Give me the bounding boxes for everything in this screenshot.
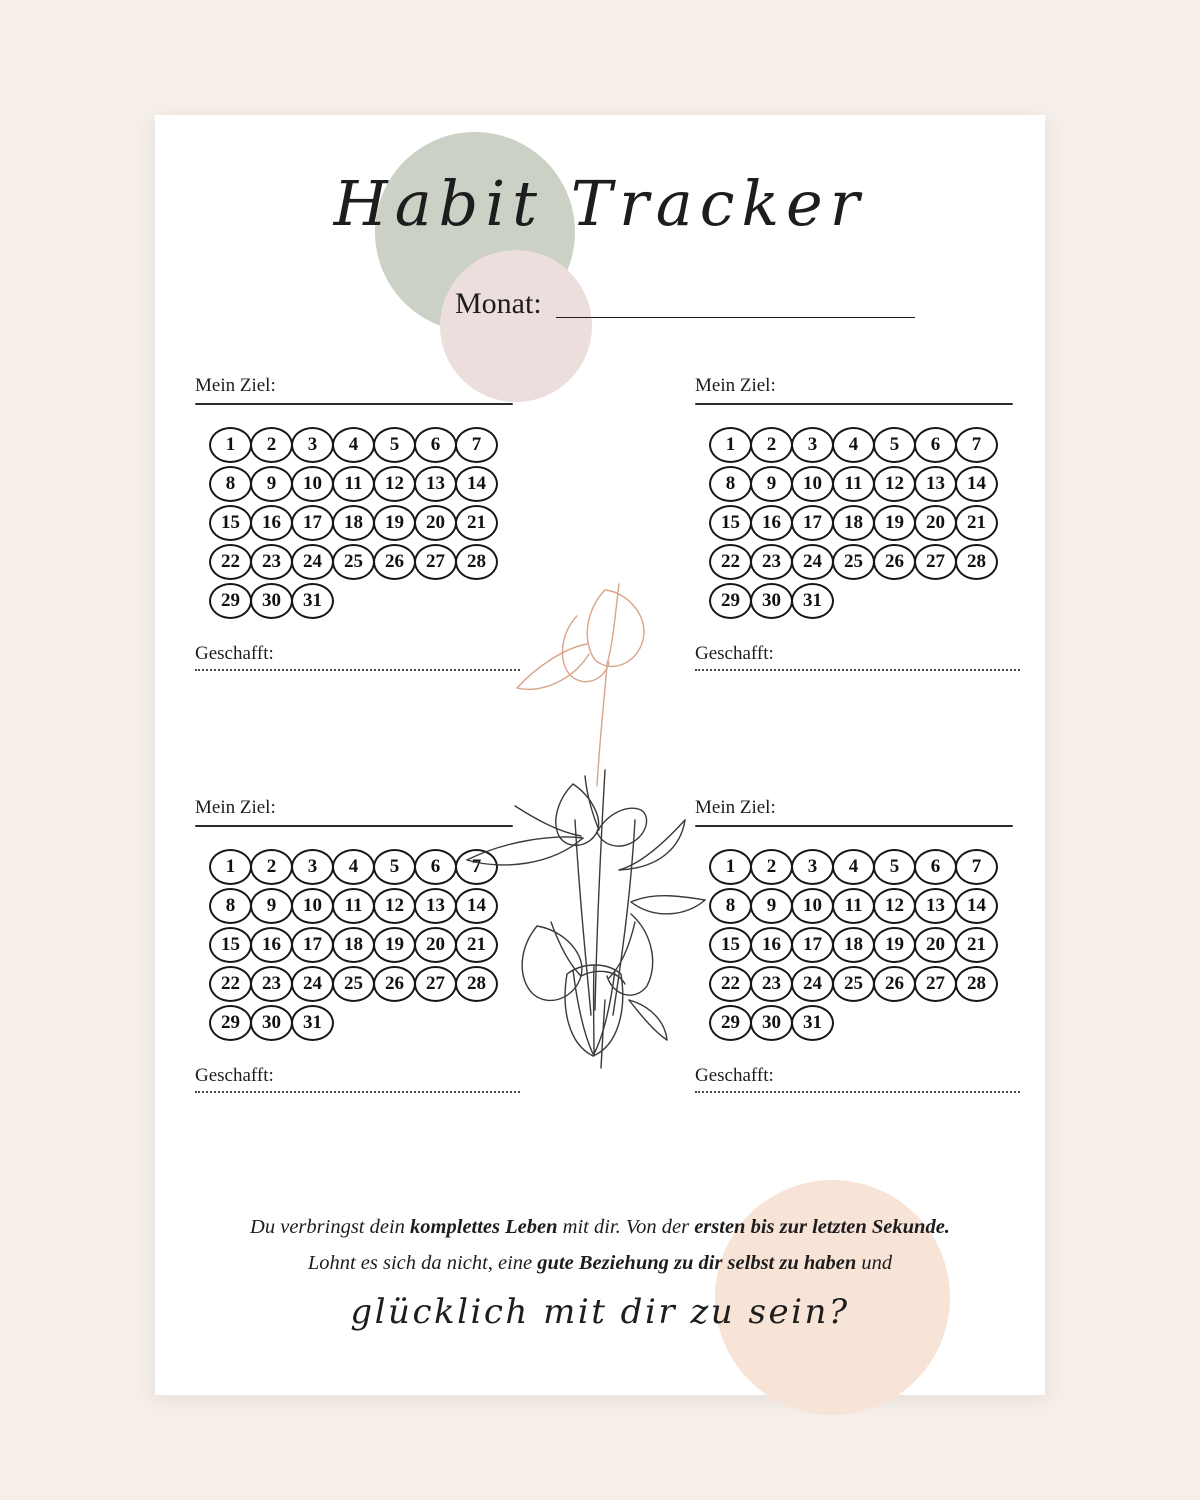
day-circle[interactable]: 4	[332, 427, 375, 463]
day-circle[interactable]: 7	[955, 427, 998, 463]
day-circle[interactable]: 3	[791, 427, 834, 463]
day-circle[interactable]: 13	[914, 466, 957, 502]
day-circle[interactable]: 10	[291, 466, 334, 502]
day-circle[interactable]: 10	[791, 466, 834, 502]
day-circle[interactable]: 14	[455, 888, 498, 924]
day-circle[interactable]: 22	[709, 966, 752, 1002]
day-circle[interactable]: 17	[791, 927, 834, 963]
day-circle[interactable]: 5	[873, 427, 916, 463]
day-circle[interactable]: 28	[455, 544, 498, 580]
day-circle[interactable]: 1	[209, 427, 252, 463]
day-circle[interactable]: 12	[873, 888, 916, 924]
day-circle[interactable]: 2	[250, 849, 293, 885]
quote-line-2	[210, 1246, 990, 1282]
day-circles-grid	[711, 427, 1011, 619]
day-circle[interactable]: 27	[414, 544, 457, 580]
day-circle[interactable]: 22	[209, 544, 252, 580]
day-circle[interactable]: 12	[373, 888, 416, 924]
day-circle[interactable]: 29	[209, 1005, 252, 1041]
quote-line-2-part-1: Lohnt es sich da nicht, eine	[307, 1251, 538, 1274]
day-circle[interactable]: 13	[414, 888, 457, 924]
day-circle[interactable]: 14	[955, 466, 998, 502]
day-circle[interactable]: 23	[250, 966, 293, 1002]
done-label: Geschafft:	[195, 1065, 274, 1086]
day-circle[interactable]: 11	[832, 466, 875, 502]
day-circle[interactable]: 4	[332, 849, 375, 885]
day-circle[interactable]: 26	[873, 544, 916, 580]
day-circle[interactable]: 27	[914, 544, 957, 580]
day-circle[interactable]: 13	[914, 888, 957, 924]
day-circle[interactable]: 8	[209, 888, 252, 924]
page-title: Habit Tracker	[333, 167, 867, 240]
day-circle[interactable]: 5	[373, 427, 416, 463]
day-circle[interactable]: 15	[709, 505, 752, 541]
day-circle[interactable]: 26	[373, 544, 416, 580]
day-circle[interactable]: 31	[791, 1005, 834, 1041]
day-circle[interactable]: 18	[332, 927, 375, 963]
day-circle[interactable]: 6	[414, 849, 457, 885]
day-circle[interactable]: 8	[209, 466, 252, 502]
day-circle[interactable]: 22	[209, 966, 252, 1002]
day-circle[interactable]: 24	[291, 966, 334, 1002]
day-circle[interactable]: 19	[873, 927, 916, 963]
day-circle[interactable]: 22	[709, 544, 752, 580]
day-circle[interactable]: 23	[250, 544, 293, 580]
day-circle[interactable]: 20	[414, 927, 457, 963]
quote-line-3: glücklich mit dir zu sein?	[350, 1291, 850, 1332]
day-circle[interactable]: 18	[832, 927, 875, 963]
day-circle[interactable]: 4	[832, 427, 875, 463]
day-circle[interactable]: 11	[332, 466, 375, 502]
day-circle[interactable]: 26	[873, 966, 916, 1002]
day-circle[interactable]: 28	[955, 966, 998, 1002]
day-circle[interactable]: 12	[373, 466, 416, 502]
day-circle[interactable]: 31	[291, 583, 334, 619]
quote-line-1-part-2: mit dir. Von der	[557, 1216, 695, 1238]
done-input-line[interactable]	[195, 1091, 520, 1093]
day-circle[interactable]: 16	[250, 505, 293, 541]
done-input-line[interactable]	[695, 1091, 1020, 1093]
day-circle[interactable]: 12	[873, 466, 916, 502]
quote-line-1-bold-2: ersten bis zur letzten Sekunde.	[694, 1216, 950, 1238]
quote-line-2-part-2: und	[856, 1251, 893, 1274]
done-label: Geschafft:	[695, 643, 774, 664]
day-circle[interactable]: 21	[955, 927, 998, 963]
day-circle[interactable]: 21	[455, 505, 498, 541]
day-circle[interactable]: 25	[832, 966, 875, 1002]
day-circle[interactable]: 31	[791, 583, 834, 619]
day-circle[interactable]: 20	[414, 505, 457, 541]
day-circle[interactable]: 15	[209, 505, 252, 541]
day-circle[interactable]: 5	[873, 849, 916, 885]
day-circle[interactable]: 10	[791, 888, 834, 924]
day-circle[interactable]: 19	[873, 505, 916, 541]
day-circle[interactable]: 9	[250, 888, 293, 924]
day-circle[interactable]: 29	[709, 1005, 752, 1041]
day-circle[interactable]: 2	[250, 427, 293, 463]
day-circle[interactable]: 30	[250, 583, 293, 619]
day-circles-grid	[711, 849, 1011, 1041]
day-circle[interactable]: 24	[791, 966, 834, 1002]
day-circle[interactable]: 1	[709, 849, 752, 885]
day-circle[interactable]: 1	[209, 849, 252, 885]
day-circle[interactable]: 4	[832, 849, 875, 885]
day-circle[interactable]: 9	[750, 466, 793, 502]
day-circle[interactable]: 19	[373, 505, 416, 541]
goal-input-line[interactable]	[195, 403, 513, 405]
month-label: Monat:	[455, 287, 542, 320]
day-circle[interactable]: 16	[250, 927, 293, 963]
day-circle[interactable]: 11	[832, 888, 875, 924]
quote-line-1-bold-1: komplettes Leben	[410, 1216, 558, 1238]
day-circle[interactable]: 18	[832, 505, 875, 541]
day-circle[interactable]: 28	[955, 544, 998, 580]
day-circle[interactable]: 7	[955, 849, 998, 885]
day-circle[interactable]: 20	[914, 927, 957, 963]
day-circle[interactable]: 16	[750, 927, 793, 963]
day-circle[interactable]: 9	[250, 466, 293, 502]
day-circle[interactable]: 25	[832, 544, 875, 580]
day-circle[interactable]: 9	[750, 888, 793, 924]
day-circle[interactable]: 17	[791, 505, 834, 541]
day-circle[interactable]: 10	[291, 888, 334, 924]
month-input-line[interactable]	[556, 293, 915, 318]
day-circle[interactable]: 5	[373, 849, 416, 885]
day-circle[interactable]: 18	[332, 505, 375, 541]
day-circle[interactable]: 27	[914, 966, 957, 1002]
day-circle[interactable]: 7	[455, 849, 498, 885]
day-circle[interactable]: 30	[750, 583, 793, 619]
day-circle[interactable]: 25	[332, 544, 375, 580]
day-circle[interactable]: 29	[709, 583, 752, 619]
day-circle[interactable]: 3	[291, 849, 334, 885]
day-circle[interactable]: 17	[291, 505, 334, 541]
day-circle[interactable]: 25	[332, 966, 375, 1002]
day-circle[interactable]: 14	[955, 888, 998, 924]
goal-label: Mein Ziel:	[195, 797, 276, 818]
day-circle[interactable]: 28	[455, 966, 498, 1002]
day-circle[interactable]: 19	[373, 927, 416, 963]
printable-sheet	[155, 115, 1045, 1395]
day-circle[interactable]: 21	[955, 505, 998, 541]
day-circle[interactable]: 20	[914, 505, 957, 541]
day-circle[interactable]: 30	[250, 1005, 293, 1041]
day-circle[interactable]: 15	[209, 927, 252, 963]
day-circle[interactable]: 15	[709, 927, 752, 963]
day-circle[interactable]: 8	[709, 466, 752, 502]
day-circle[interactable]: 24	[791, 544, 834, 580]
quote-line-2-bold-1: gute Beziehung zu dir selbst zu haben	[537, 1251, 857, 1274]
quote-line-1-part-1: Du verbringst dein	[250, 1216, 411, 1238]
day-circle[interactable]: 6	[414, 427, 457, 463]
day-circle[interactable]: 21	[455, 927, 498, 963]
day-circle[interactable]: 7	[455, 427, 498, 463]
day-circle[interactable]: 23	[750, 966, 793, 1002]
day-circle[interactable]: 6	[914, 427, 957, 463]
day-circle[interactable]: 16	[750, 505, 793, 541]
day-circle[interactable]: 13	[414, 466, 457, 502]
day-circle[interactable]: 14	[455, 466, 498, 502]
day-circle[interactable]: 23	[750, 544, 793, 580]
day-circle[interactable]: 2	[750, 849, 793, 885]
goal-label: Mein Ziel:	[195, 375, 276, 396]
quote-block	[210, 1210, 990, 1332]
day-circle[interactable]: 26	[373, 966, 416, 1002]
goal-input-line[interactable]	[695, 403, 1013, 405]
quote-line-1	[210, 1210, 990, 1246]
day-circle[interactable]: 24	[291, 544, 334, 580]
done-label: Geschafft:	[195, 643, 274, 664]
day-circle[interactable]: 6	[914, 849, 957, 885]
day-circle[interactable]: 3	[791, 849, 834, 885]
day-circle[interactable]: 2	[750, 427, 793, 463]
day-circle[interactable]: 17	[291, 927, 334, 963]
goal-label: Mein Ziel:	[695, 375, 776, 396]
day-circle[interactable]: 27	[414, 966, 457, 1002]
day-circle[interactable]: 11	[332, 888, 375, 924]
goal-label: Mein Ziel:	[695, 797, 776, 818]
day-circle[interactable]: 8	[709, 888, 752, 924]
done-label: Geschafft:	[695, 1065, 774, 1086]
day-circle[interactable]: 1	[709, 427, 752, 463]
day-circle[interactable]: 3	[291, 427, 334, 463]
day-circle[interactable]: 29	[209, 583, 252, 619]
crocus-flower-illustration	[455, 570, 745, 1080]
day-circle[interactable]: 31	[291, 1005, 334, 1041]
month-field-row	[445, 265, 915, 325]
day-circle[interactable]: 30	[750, 1005, 793, 1041]
